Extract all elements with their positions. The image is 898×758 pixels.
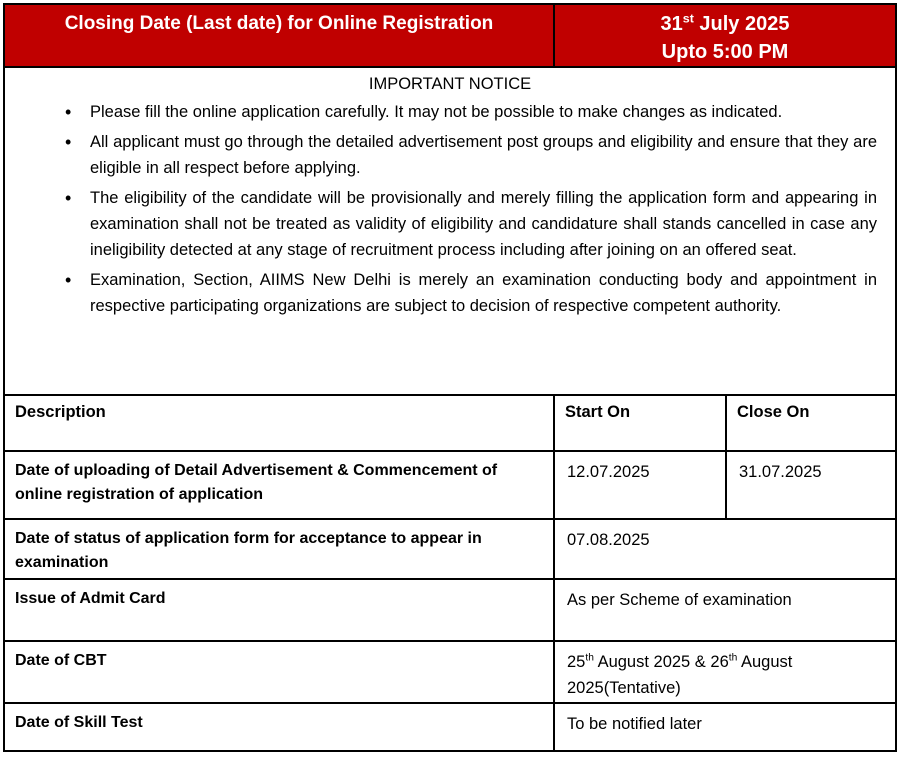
banner-row: [4, 4, 896, 67]
start-on-cell: 12.07.2025: [554, 451, 726, 519]
description-cell: Date of status of application form for acceptance to appear in examination: [4, 519, 554, 579]
closing-time-line: Upto 5:00 PM: [661, 41, 789, 63]
schedule-header-row: [4, 395, 896, 451]
table-row: [4, 579, 896, 641]
table-row: [4, 451, 896, 519]
value-cell: As per Scheme of examination: [554, 579, 896, 641]
description-cell: Issue of Admit Card: [4, 579, 554, 641]
main-table: [3, 3, 897, 752]
closing-date-banner-left: [4, 4, 554, 67]
notice-title: IMPORTANT NOTICE: [368, 75, 532, 93]
ordinal-suffix: th: [585, 652, 594, 664]
notice-row: [4, 67, 896, 395]
column-header-description: Description: [4, 395, 554, 451]
notice-bullet-2: • All applicant must go through the detailed advertisement post groups and eligibility and ensure that they are eligible in all respect before applying.: [63, 129, 877, 181]
column-header-start-on: Start On: [554, 395, 726, 451]
notice-bullet-3: • The eligibility of the candidate will be provisionally and merely filling the application form and appearing in examination shall not be treated as validity of eligibility and candidature shall stands cancelled in case any ineligibility detected at any stage of recruitment process including after joining on an offered seat.: [63, 185, 877, 263]
ordinal-suffix: th: [728, 652, 738, 664]
close-on-cell: 31.07.2025: [726, 451, 896, 519]
closing-date-value: [555, 5, 895, 66]
notice-bullet-4: • Examination, Section, AIIMS New Delhi is merely an examination conducting body and appointment in respective participating organizations are subject to decision of respective competent authority.: [63, 267, 877, 319]
ordinal-suffix: st: [682, 11, 694, 26]
value-cell: 07.08.2025: [554, 519, 896, 579]
notice-bullet-list: [15, 99, 885, 319]
closing-date-banner-right: [554, 4, 896, 67]
description-cell: Date of CBT: [4, 641, 554, 703]
column-header-close-on: Close On: [726, 395, 896, 451]
cbt-date-cell: 25th August 2025 & 26th August 2025(Tentative): [554, 641, 896, 703]
table-row: [4, 703, 896, 751]
description-cell: Date of Skill Test: [4, 703, 554, 751]
description-cell: Date of uploading of Detail Advertisement & Commencement of online registration of application: [4, 451, 554, 519]
notice-bullet-1: • Please fill the online application carefully. It may not be possible to make changes as indicated.: [63, 99, 877, 125]
closing-date-label: Closing Date (Last date) for Online Registration: [64, 13, 494, 34]
table-row: [4, 519, 896, 579]
closing-date-line: 31st July 2025: [660, 11, 790, 35]
value-cell: To be notified later: [554, 703, 896, 751]
table-row: [4, 641, 896, 703]
important-notice-section: [4, 67, 896, 395]
